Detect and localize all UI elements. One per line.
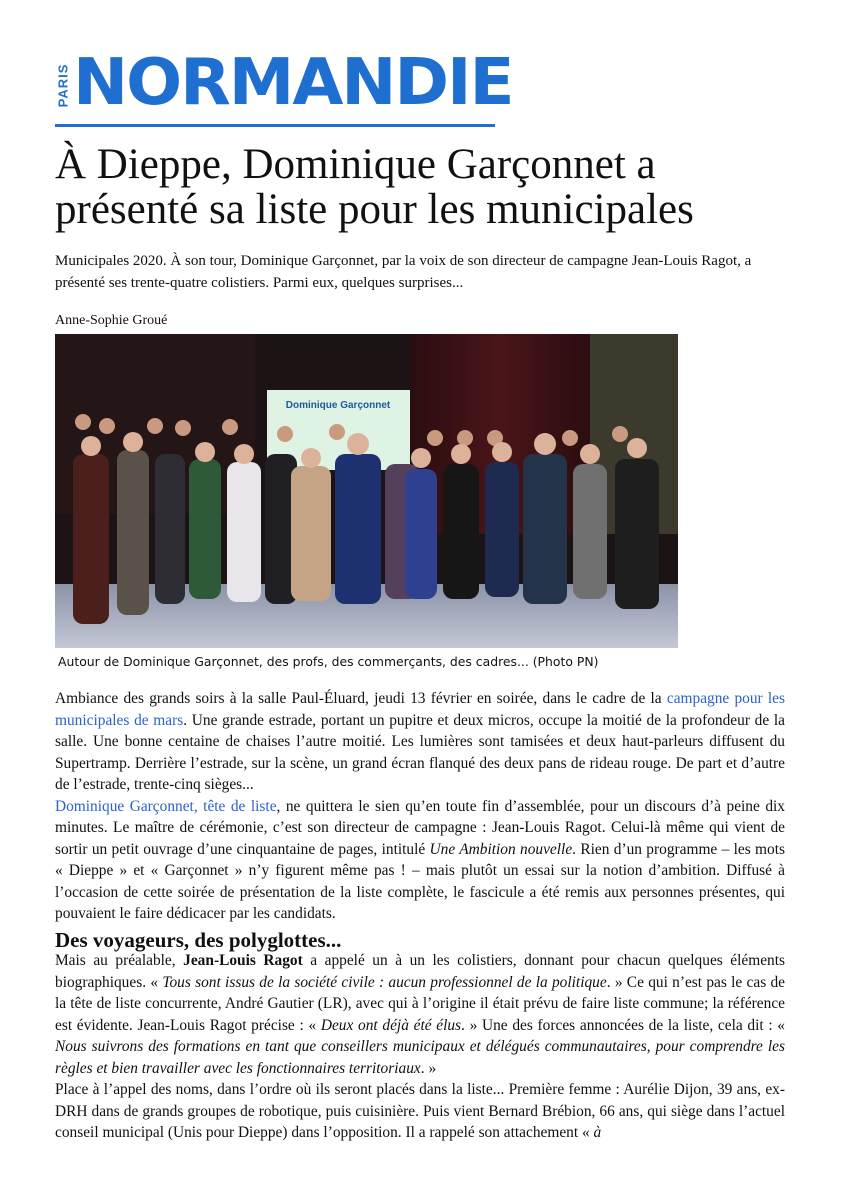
article-page bbox=[55, 48, 785, 330]
article-photo[interactable] bbox=[55, 334, 678, 648]
photo-caption: Autour de Dominique Garçonnet, des profs, des commerçants, des cadres... (Photo PN) bbox=[58, 654, 599, 669]
article-body bbox=[55, 688, 785, 925]
candidate-link[interactable]: Dominique Garçonnet, tête de liste bbox=[55, 797, 277, 815]
article-byline[interactable]: Anne-Sophie Groué bbox=[55, 313, 168, 328]
paragraph-1: Ambiance des grands soirs à la salle Paul-Éluard, jeudi 13 février en soirée, dans le cadre de la campagne pour les municipales de mars. Une grande estrade, portant un pupitre et deux micros, occupe la moitié de la profondeur de la salle. Une bonne centaine de chaises l’autre moitié. Les lumières sont tamisées et deux haut-parleurs diffusent du Supertramp. Derrière l’estrade, sur la scène, un grand écran flanqué des deux pans de rideau rouge. De part et d’autre de l’estrade, trente-cinq sièges... bbox=[55, 690, 785, 793]
screen-text: Dominique Garçonnet bbox=[285, 400, 391, 411]
group-photo-illustration bbox=[55, 334, 678, 648]
campaign-link[interactable]: campagne pour les municipales de mars bbox=[55, 690, 785, 729]
masthead-rule bbox=[55, 124, 495, 127]
article-headline: À Dieppe, Dominique Garçonnet a présenté sa liste pour les municipales bbox=[55, 141, 694, 233]
paragraph-4: Place à l’appel des noms, dans l’ordre où ils seront placés dans la liste... Première femme : Aurélie Dijon, 39 ans, ex-DRH dans de grands groupes de robotique, puis cuisinière. Puis vient Bernard Brébion, 66 ans, qui siège dans l’actuel conseil municipal (Unis pour Dieppe) dans l’opposition. Il a rappelé son attachement « à bbox=[55, 1081, 785, 1141]
paragraph-3: Mais au préalable, Jean-Louis Ragot a appelé un à un les colistiers, donnant pour chacun quelques éléments biographiques. « Tous sont issus de la société civile : aucun professionnel de la politique. » Ce qui n’est pas le cas de la tête de liste concurrente, André Gautier (LR), avec qui à l’origine il était prévu de faire liste commune; la référence est évidente. Jean-Louis Ragot précise : « Deux ont déjà été élus. » Une des forces annoncées de la liste, cela dit : « Nous suivrons des formations en tant que conseillers municipaux et délégués communautaires, pour comprendre les règles et bien travailler avec les fonctionnaires territoriaux. » bbox=[55, 952, 786, 1077]
article-body-section bbox=[55, 950, 785, 1144]
section-heading: Des voyageurs, des polyglottes... bbox=[55, 928, 342, 952]
masthead[interactable] bbox=[55, 48, 785, 126]
masthead-logo: NORMANDIE bbox=[73, 46, 513, 120]
masthead-paris: PARIS bbox=[55, 63, 71, 107]
paragraph-2: Dominique Garçonnet, tête de liste, ne quittera le sien qu’en toute fin d’assemblée, pour un discours d’à peine dix minutes. Le maître de cérémonie, c’est son directeur de campagne : Jean-Louis Ragot. Celui-là même qui vient de sortir un petit ouvrage d’une cinquantaine de pages, intitulé Une Ambition nouvelle. Rien d’un programme – les mots « Dieppe » et « Garçonnet » n’y figurent même pas ! – mais plutôt un essai sur la notion d’ambition. Diffusé à l’occasion de cette soirée de présentation de la liste complète, le fascicule a été remis aux personnes présentes, qui pouvaient le faire dédicacer par les candidats. bbox=[55, 797, 785, 922]
article-lead: Municipales 2020. À son tour, Dominique Garçonnet, par la voix de son directeur de campagne Jean-Louis Ragot, a présenté ses trente-quatre colistiers. Parmi eux, quelques surprises... bbox=[55, 253, 752, 291]
